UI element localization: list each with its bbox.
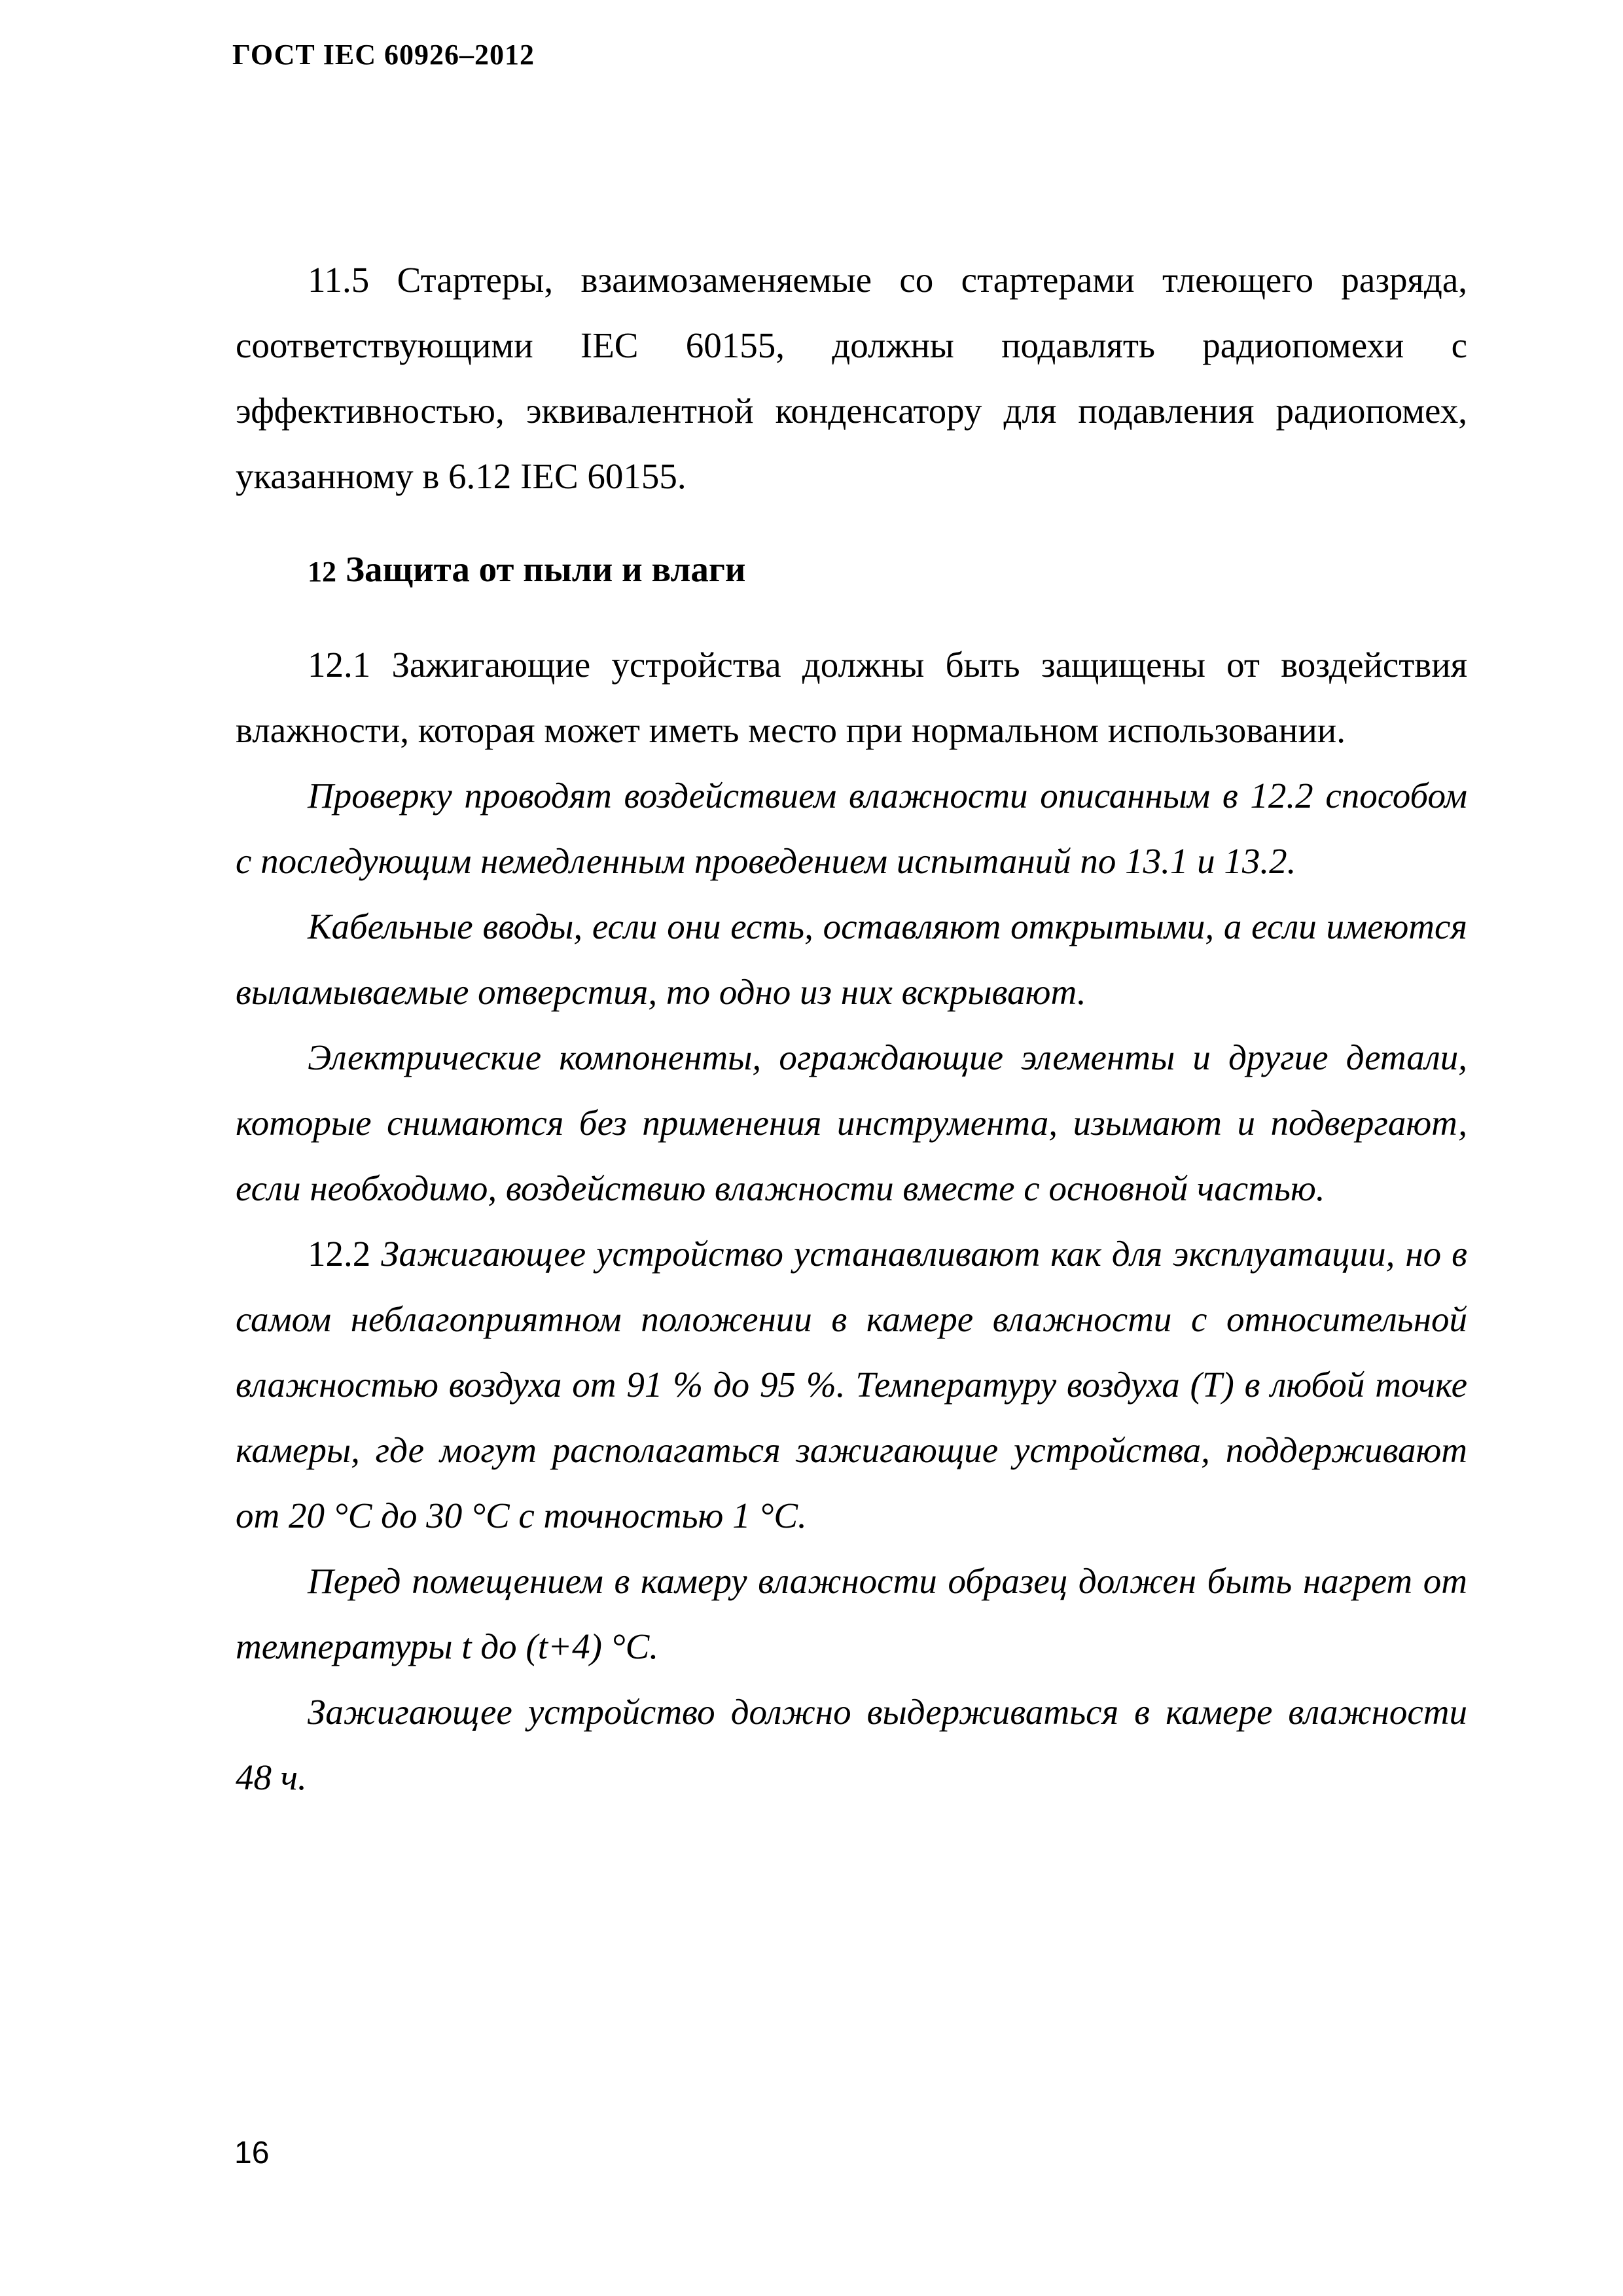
clause-number: 11.5 — [308, 260, 370, 300]
clause-number: 12.1 — [308, 645, 371, 685]
paragraph-12-1-cables: Кабельные вводы, если они есть, оставляют открытыми, а если имеются выламываемые отверстия, то одно из них вскрывают. — [236, 906, 1467, 1012]
paragraph-12-1-components: Электрические компоненты, ограждающие элементы и другие детали, которые снимаются без применения инструмента, изымают и подвергают, если необходимо, воздействию влажности вместе с основной частью. — [236, 1037, 1467, 1208]
paragraph-12-2-preheat: Перед помещением в камеру влажности образец должен быть нагрет от температуры t до (t+4) °C. — [236, 1561, 1467, 1666]
section-title: Защита от пыли и влаги — [346, 549, 746, 589]
paragraph-12-1 — [236, 632, 1467, 763]
page-header: ГОСТ IEC 60926–2012 — [232, 39, 535, 71]
paragraph-11-5 — [236, 247, 1467, 509]
clause-number: 12.2 — [308, 1234, 371, 1274]
paragraph-12-2 — [236, 1221, 1467, 1549]
section-number: 12 — [308, 556, 336, 588]
document-body — [236, 247, 1467, 1810]
clause-text: Зажигающее устройство устанавливают как для эксплуатации, но в самом неблагоприятном положении в камере влажности с относительной влажностью воздуха от 91 % до 95 %. Температуру воздуха (T) в любой точке камеры, где могут располагаться зажигающие устройства, поддерживают от 20 °C до 30 °C с точностью 1 °C. — [236, 1234, 1468, 1535]
clause-text: Стартеры, взаимозаменяемые со стартерами тлеющего разряда, соответствующими IEC 60155, должны подавлять радиопомехи с эффективностью, эквивалентной конденсатору для подавления радиопомех, указанному в 6.12 IEC 60155. — [236, 260, 1467, 496]
paragraph-12-2-duration: Зажигающее устройство должно выдерживаться в камере влажности 48 ч. — [236, 1692, 1467, 1797]
paragraph-12-1-check: Проверку проводят воздействием влажности описанным в 12.2 способом с последующим немедленным проведением испытаний по 13.1 и 13.2. — [236, 776, 1467, 881]
page-number: 16 — [234, 2136, 270, 2170]
clause-text: Зажигающие устройства должны быть защищены от воздействия влажности, которая может иметь место при нормальном использовании. — [236, 645, 1467, 750]
section-heading-12 — [236, 537, 1467, 605]
